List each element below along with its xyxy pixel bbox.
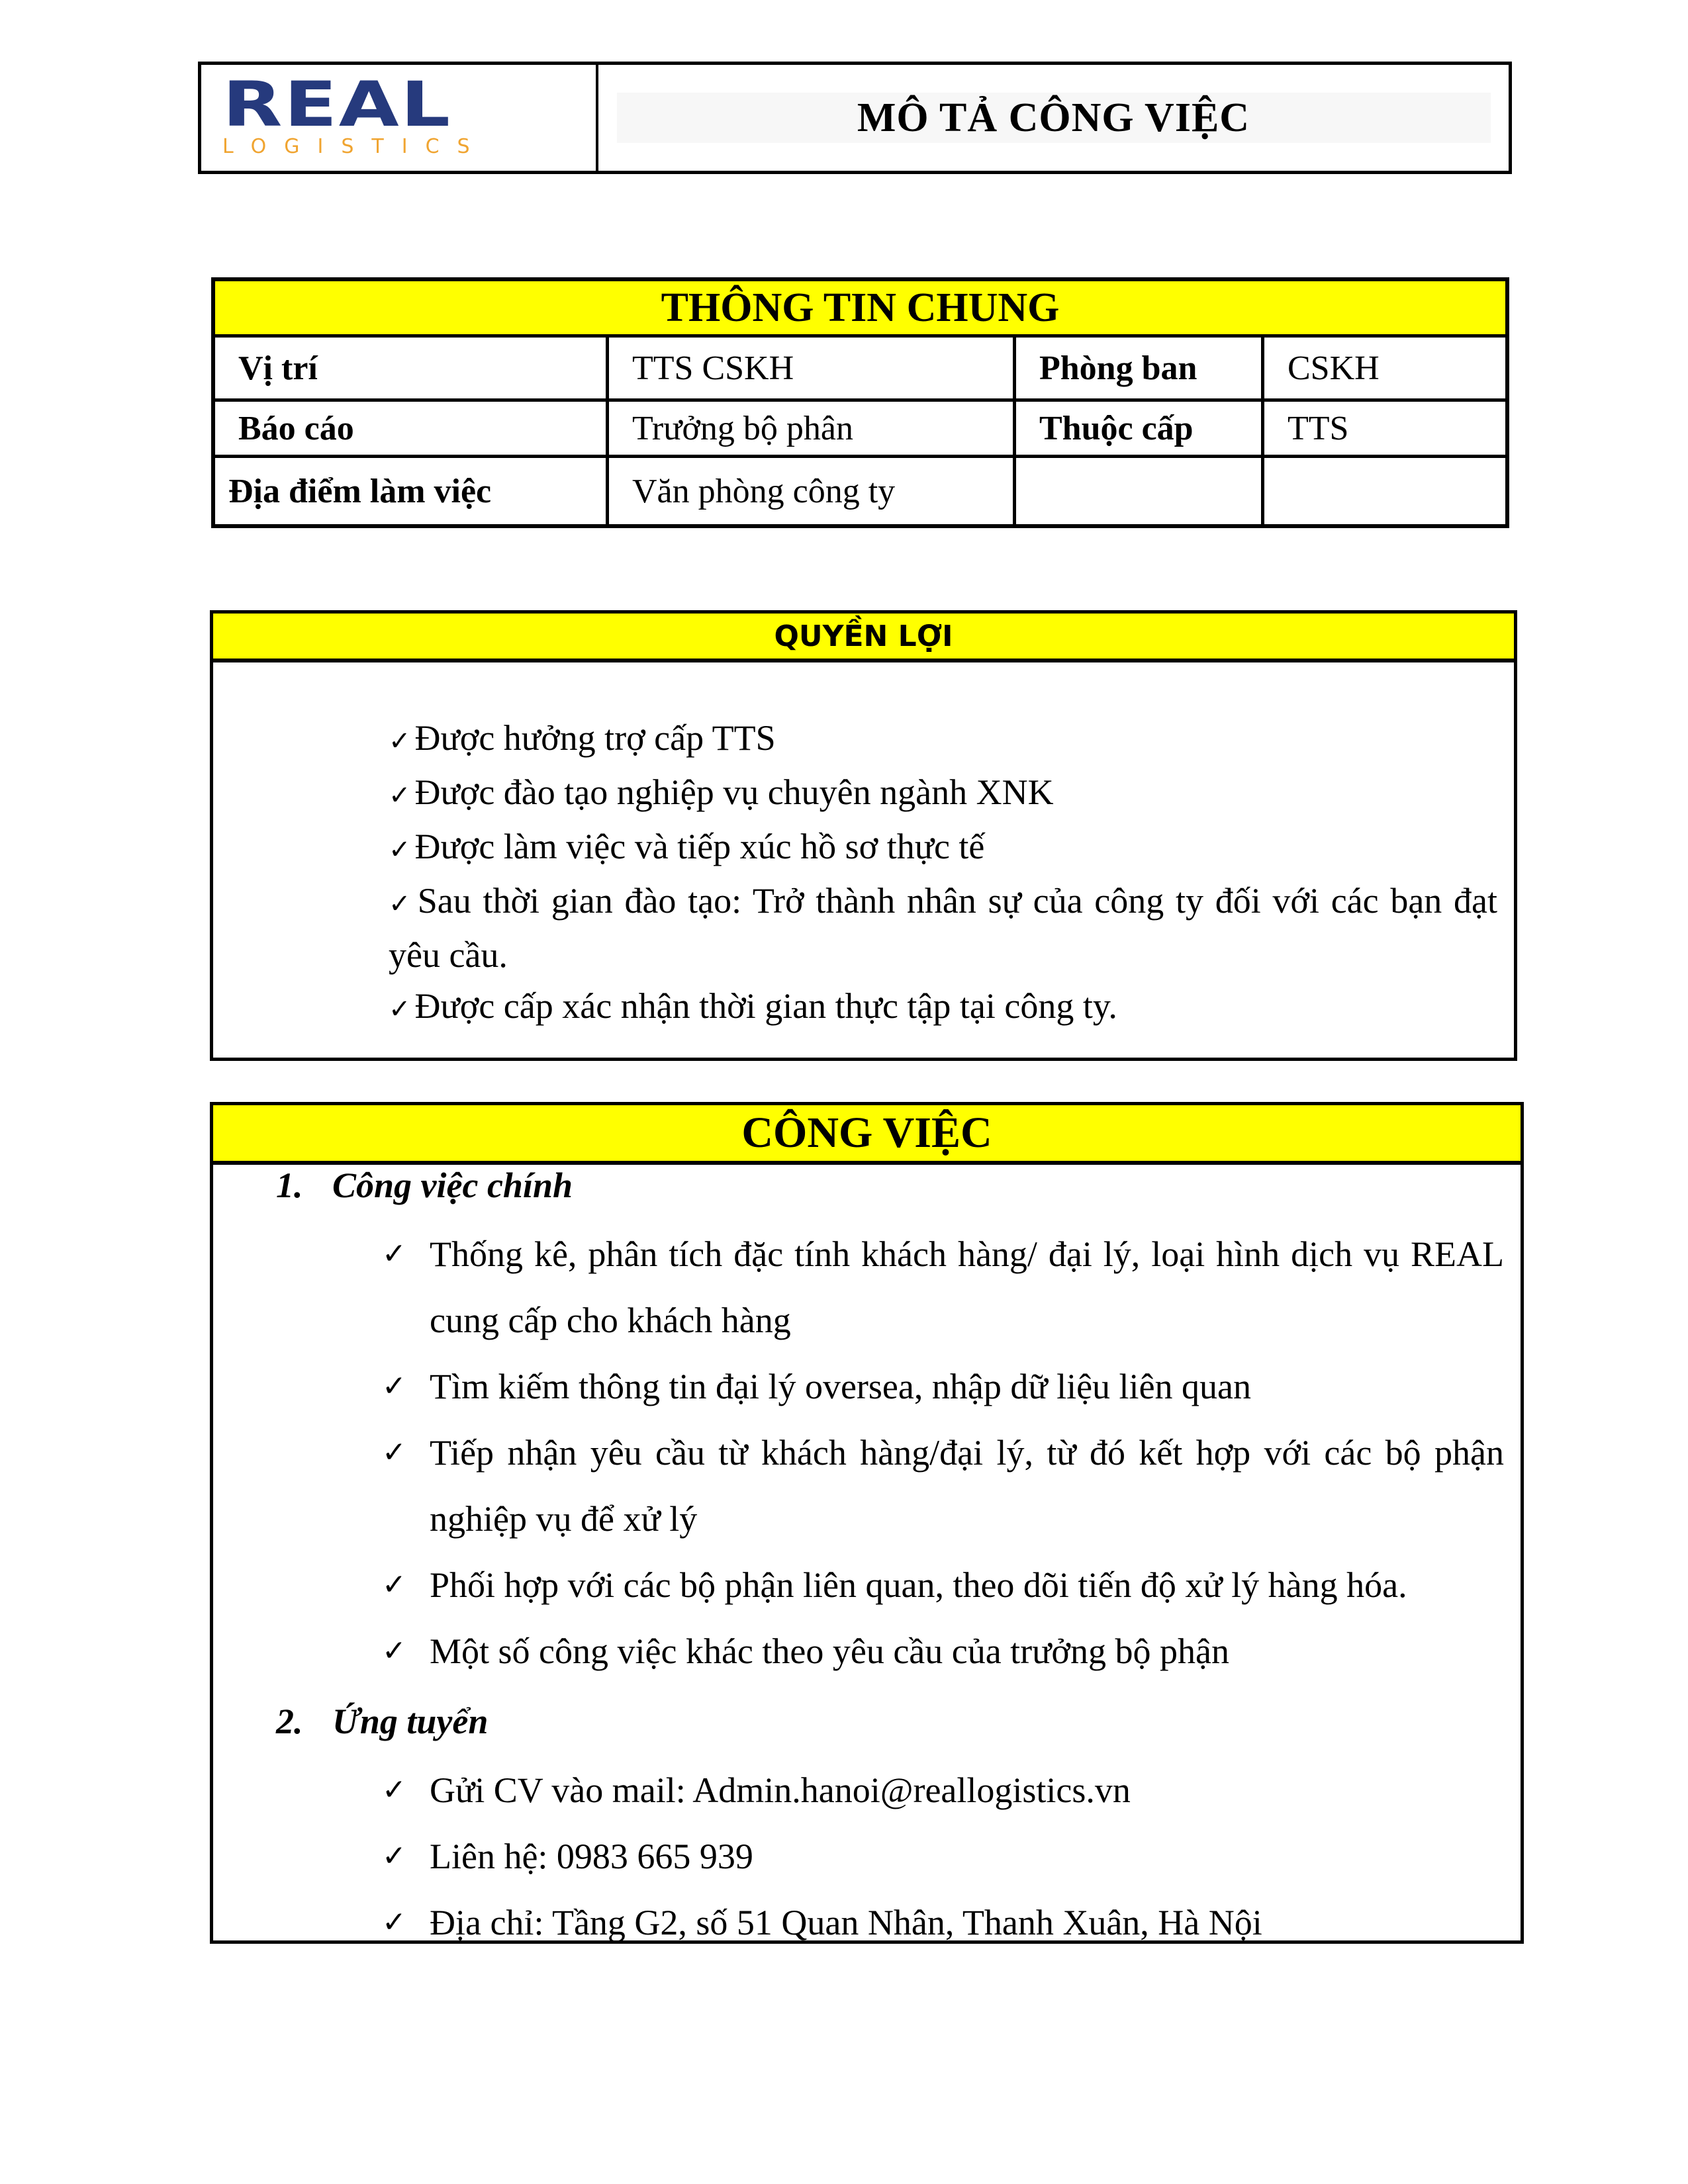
subsection-title: Công việc chính xyxy=(332,1165,573,1205)
check-icon: ✓ xyxy=(389,726,411,756)
apply-email: Gửi CV vào mail: Admin.hanoi@reallogistics.vn xyxy=(430,1770,1131,1810)
list-item xyxy=(382,1889,1504,1956)
check-icon: ✓ xyxy=(382,1568,406,1602)
value-report-to: Trưởng bộ phân xyxy=(608,400,1015,457)
list-item xyxy=(382,1221,1504,1353)
duty-text: Tiếp nhận yêu cầu từ khách hàng/đại lý, từ đó kết hợp với các bộ phận nghiệp vụ để xử lý xyxy=(430,1433,1504,1539)
title-band xyxy=(617,93,1491,143)
benefit-text: Sau thời gian đào tạo: Trở thành nhân sự của công ty đối với các bạn đạt yêu cầu. xyxy=(389,881,1498,975)
check-icon: ✓ xyxy=(382,1905,406,1939)
work-heading: CÔNG VIỆC xyxy=(213,1105,1521,1165)
check-icon: ✓ xyxy=(382,1634,406,1668)
title-cell xyxy=(598,65,1509,171)
logo-wordmark: REAL xyxy=(222,69,452,141)
benefit-text: Được hưởng trợ cấp TTS xyxy=(414,718,776,758)
label-report-to: Báo cáo xyxy=(213,400,608,457)
benefit-text: Được cấp xác nhận thời gian thực tập tại công ty. xyxy=(414,986,1117,1026)
list-item xyxy=(382,1618,1504,1684)
company-logo xyxy=(201,65,598,171)
empty-cell xyxy=(1263,457,1508,527)
general-info-table xyxy=(211,277,1509,528)
list-item xyxy=(389,821,1497,876)
check-icon: ✓ xyxy=(389,780,411,811)
duty-text: Thống kê, phân tích đặc tính khách hàng/ đại lý, loại hình dịch vụ REAL cung cấp cho khách hàng xyxy=(430,1234,1504,1340)
document-title: MÔ TẢ CÔNG VIỆC xyxy=(857,95,1250,140)
benefit-text: Được làm việc và tiếp xúc hồ sơ thực tế xyxy=(414,827,985,866)
benefits-list xyxy=(389,713,1497,1035)
table-row xyxy=(213,400,1507,457)
check-icon: ✓ xyxy=(382,1839,406,1873)
check-icon: ✓ xyxy=(389,835,411,865)
label-position: Vị trí xyxy=(213,336,608,400)
duty-text: Phối hợp với các bộ phận liên quan, theo dõi tiến độ xử lý hàng hóa. xyxy=(430,1565,1407,1605)
duty-text: Một số công việc khác theo yêu cầu của trưởng bộ phận xyxy=(430,1631,1229,1671)
value-work-location: Văn phòng công ty xyxy=(608,457,1015,527)
subsection-title: Ứng tuyển xyxy=(332,1702,489,1741)
apply-list xyxy=(382,1757,1504,1956)
general-info-heading: THÔNG TIN CHUNG xyxy=(213,279,1507,336)
subsection-number: 1. xyxy=(276,1165,303,1205)
document-header xyxy=(198,62,1512,174)
label-department: Phòng ban xyxy=(1015,336,1263,400)
list-item xyxy=(382,1823,1504,1889)
duty-text: Tìm kiếm thông tin đại lý oversea, nhập dữ liệu liên quan xyxy=(430,1367,1251,1406)
label-work-location: Địa điểm làm việc xyxy=(213,457,608,527)
check-icon: ✓ xyxy=(382,1237,406,1271)
check-icon: ✓ xyxy=(382,1369,406,1403)
list-item xyxy=(382,1552,1504,1618)
list-item xyxy=(389,981,1497,1035)
check-icon: ✓ xyxy=(382,1435,406,1469)
table-row xyxy=(213,336,1507,400)
value-level: TTS xyxy=(1263,400,1508,457)
subsection-number: 2. xyxy=(276,1702,303,1741)
list-item xyxy=(389,767,1497,821)
value-position: TTS CSKH xyxy=(608,336,1015,400)
check-icon: ✓ xyxy=(382,1773,406,1807)
list-item xyxy=(382,1757,1504,1823)
list-item xyxy=(389,713,1497,767)
list-item xyxy=(382,1353,1504,1420)
apply-phone: Liên hệ: 0983 665 939 xyxy=(430,1837,753,1876)
subsection-main-duties xyxy=(276,1165,573,1206)
check-icon: ✓ xyxy=(389,994,411,1024)
apply-address: Địa chỉ: Tầng G2, số 51 Quan Nhân, Thanh Xuân, Hà Nội xyxy=(430,1903,1262,1942)
list-item xyxy=(389,876,1497,981)
empty-cell xyxy=(1015,457,1263,527)
check-icon: ✓ xyxy=(389,889,414,919)
work-section xyxy=(210,1102,1524,1944)
subsection-apply xyxy=(276,1701,488,1742)
table-row xyxy=(213,457,1507,527)
benefit-text: Được đào tạo nghiệp vụ chuyên ngành XNK xyxy=(414,772,1054,812)
list-item xyxy=(382,1420,1504,1552)
value-department: CSKH xyxy=(1263,336,1508,400)
main-duties-list xyxy=(382,1221,1504,1684)
benefits-heading: QUYỀN LỢI xyxy=(213,614,1514,662)
label-level: Thuộc cấp xyxy=(1015,400,1263,457)
logo-subtitle: LOGISTICS xyxy=(222,135,488,158)
benefits-section xyxy=(210,610,1517,1061)
